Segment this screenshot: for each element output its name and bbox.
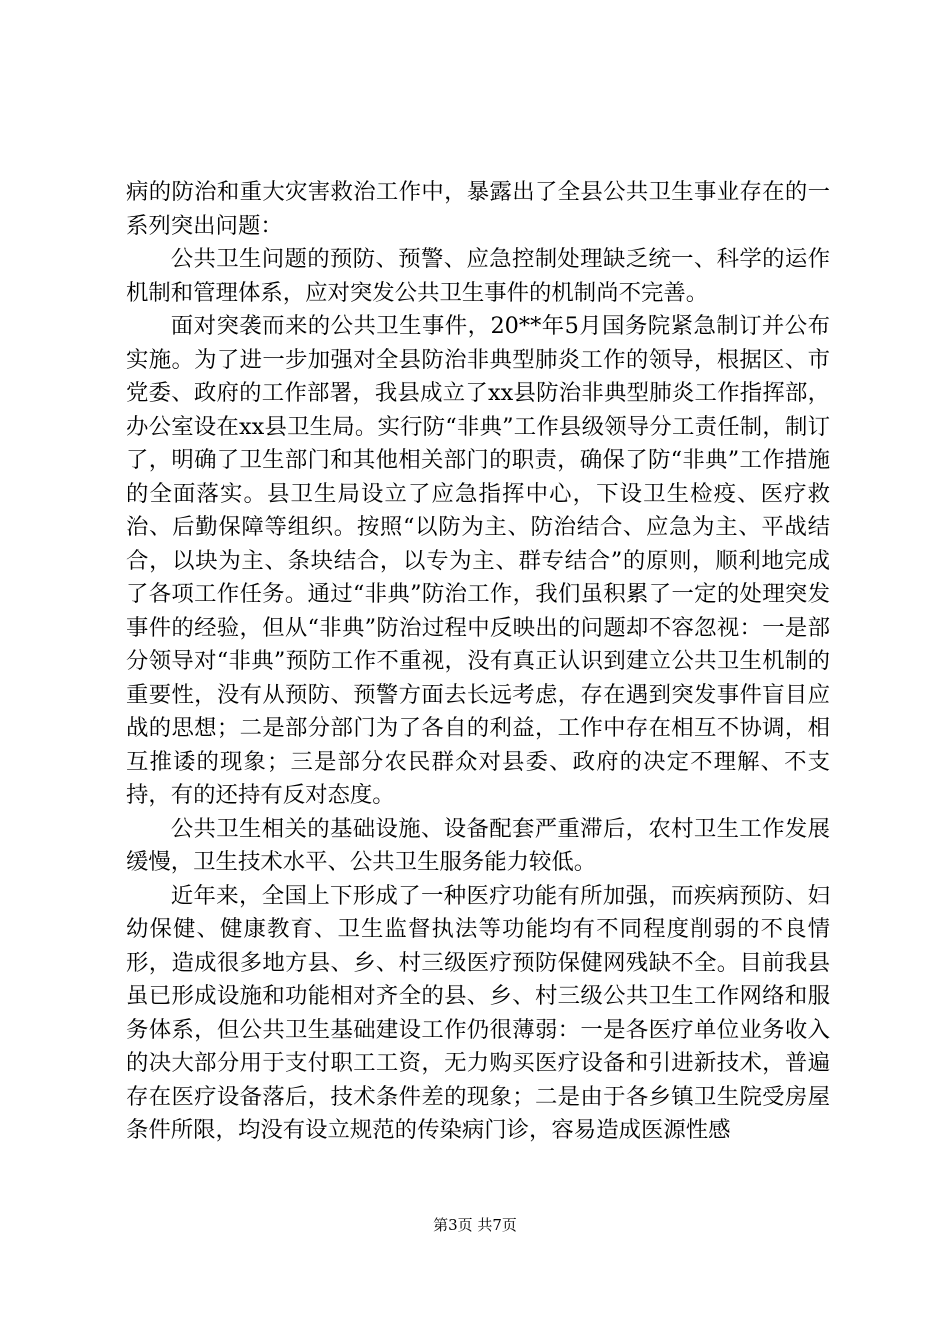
paragraph-4: 公共卫生相关的基础设施、设备配套严重滞后，农村卫生工作发展缓慢，卫生技术水平、公共卫生服务能力较低。 [126,815,830,875]
paragraph-5: 近年来，全国上下形成了一种医疗功能有所加强，而疾病预防、妇幼保健、健康教育、卫生监督执法等功能均有不同程度削弱的不良情形，造成很多地方县、乡、村三级医疗预防保健网残缺不全。目前我县虽已形成设施和功能相对齐全的县、乡、村三级公共卫生工作网络和服务体系，但公共卫生基础建设工作仍很薄弱：一是各医疗单位业务收入的决大部分用于支付职工工资，无力购买医疗设备和引进新技术，普遍存在医疗设备落后，技术条件差的现象；二是由于各乡镇卫生院受房屋条件所限，均没有设立规范的传染病门诊，容易造成医源性感 [126,882,830,1143]
paragraph-3: 面对突袭而来的公共卫生事件，20**年5月国务院紧急制订并公布实施。为了进一步加强对全县防治非典型肺炎工作的领导，根据区、市党委、政府的工作部署，我县成立了xx县防治非典型肺炎工作指挥部，办公室设在xx县卫生局。实行防“非典”工作县级领导分工责任制，制订了，明确了卫生部门和其他相关部门的职责，确保了防“非典”工作措施的全面落实。县卫生局设立了应急指挥中心，下设卫生检疫、医疗救治、后勤保障等组织。按照“以防为主、防治结合、应急为主、平战结合，以块为主、条块结合，以专为主、群专结合”的原则，顺利地完成了各项工作任务。通过“非典”防治工作，我们虽积累了一定的处理突发事件的经验，但从“非典”防治过程中反映出的问题却不容忽视：一是部分领导对“非典”预防工作不重视，没有真正认识到建立公共卫生机制的重要性，没有从预防、预警方面去长远考虑，存在遇到突发事件盲目应战的思想；二是部分部门为了各自的利益，工作中存在相互不协调，相互推诿的现象；三是部分农民群众对县委、政府的决定不理解、不支持，有的还持有反对态度。 [126,313,830,808]
document-body [126,176,830,1148]
paragraph-2: 公共卫生问题的预防、预警、应急控制处理缺乏统一、科学的运作机制和管理体系，应对突发公共卫生事件的机制尚不完善。 [126,246,830,306]
page-footer: 第3页 共7页 [433,1216,517,1234]
paragraph-1: 病的防治和重大灾害救治工作中，暴露出了全县公共卫生事业存在的一系列突出问题： [126,179,830,239]
